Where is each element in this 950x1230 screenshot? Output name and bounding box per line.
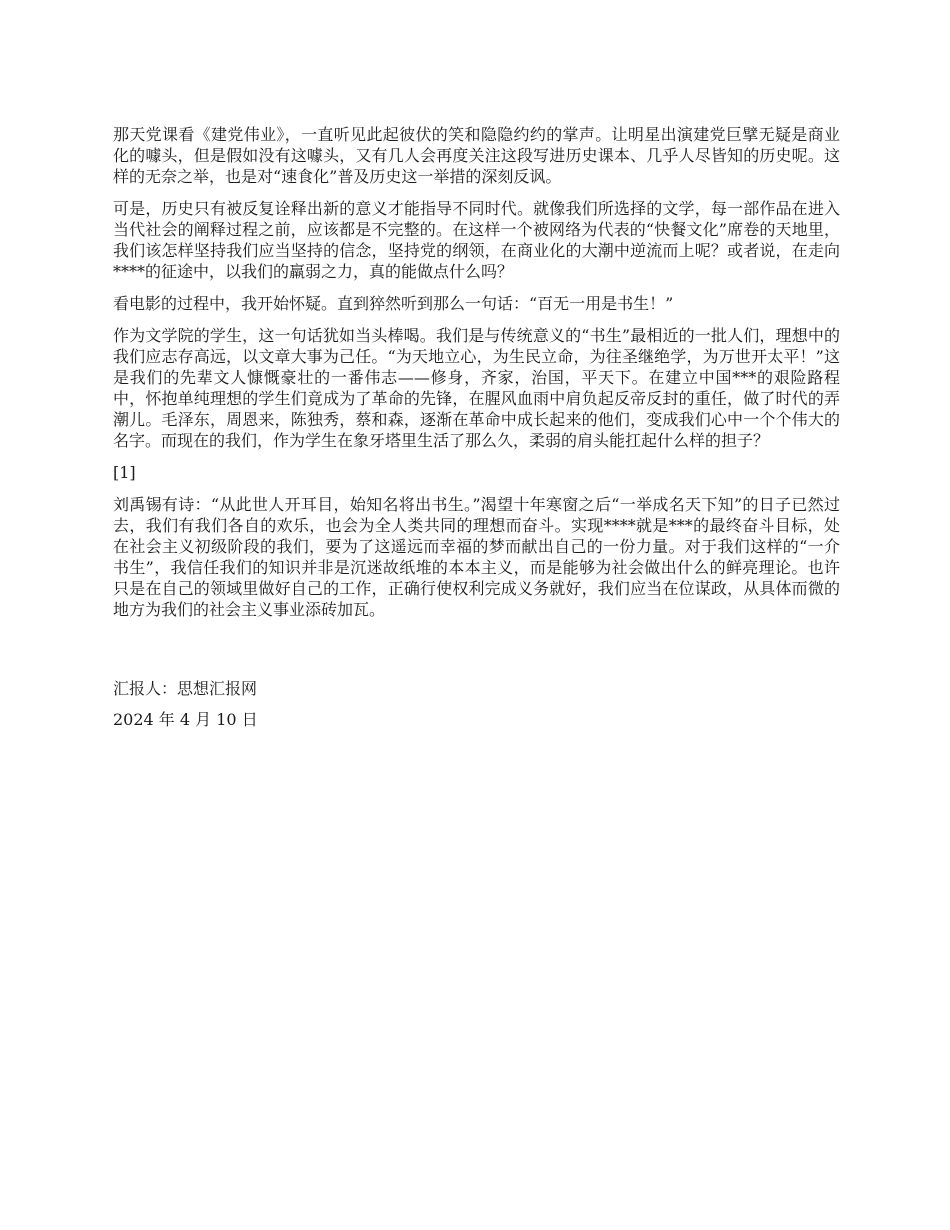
paragraph-1: 那天党课看《建党伟业》，一直听见此起彼伏的笑和隐隐约约的掌声。让明星出演建党巨擘无疑是商业化的噱头，但是假如没有这噱头，又有几人会再度关注这段写进历史课本、几乎人尽皆知的历史呢。这样的无奈之举，也是对“速食化”普及历史这一举措的深刻反讽。 xyxy=(113,125,840,186)
document-body xyxy=(113,124,840,740)
spacer xyxy=(113,631,840,678)
paragraph-5: 刘禹锡有诗：“从此世人开耳目，始知名将出书生。”渴望十年寒窗之后“一举成名天下知”的日子已然过去，我们有我们各自的欢乐，也会为全人类共同的理想而奋斗。实现****就是***的最终奋斗目标，处在社会主义初级阶段的我们，要为了这遥远而幸福的梦而献出自己的一份力量。对于我们这样的“一介书生”，我信任我们的知识并非是沉迷故纸堆的本本主义，而是能够为社会做出什么的鲜亮理论。也许只是在自己的领域里做好自己的工作，正确行使权利完成义务就好，我们应当在位谋政，从具体而微的地方为我们的社会主义事业添砖加瓦。 xyxy=(113,495,840,619)
paragraph-2: 可是，历史只有被反复诠释出新的意义才能指导不同时代。就像我们所选择的文学，每一部作品在进入当代社会的阐释过程之前，应该都是不完整的。在这样一个被网络为代表的“快餐文化”席卷的天地里，我们该怎样坚持我们应当坚持的信念，坚持党的纲领，在商业化的大潮中逆流而上呢？或者说，在走向****的征途中，以我们的羸弱之力，真的能做点什么吗？ xyxy=(113,199,840,281)
footnote-marker: [1] xyxy=(113,463,136,482)
reporter-line: 汇报人：思想汇报网 xyxy=(113,679,258,698)
date-line: 2024 年 4 月 10 日 xyxy=(113,710,258,729)
paragraph-3: 看电影的过程中，我开始怀疑。直到猝然听到那么一句话：“百无一用是书生！” xyxy=(113,294,674,313)
paragraph-4: 作为文学院的学生，这一句话犹如当头棒喝。我们是与传统意义的“书生”最相近的一批人们，理想中的我们应志存高远，以文章大事为己任。“为天地立心，为生民立命，为往圣继绝学，为万世开太平！”这是我们的先辈文人慷慨豪壮的一番伟志——修身，齐家，治国，平天下。在建立中国***的艰险路程中，怀抱单纯理想的学生们竟成为了革命的先锋，在腥风血雨中肩负起反帝反封的重任，做了时代的弄潮儿。毛泽东，周恩来，陈独秀，蔡和森，逐渐在革命中成长起来的他们，变成我们心中一个个伟大的名字。而现在的我们，作为学生在象牙塔里生活了那么久，柔弱的肩头能扛起什么样的担子？ xyxy=(113,326,840,450)
